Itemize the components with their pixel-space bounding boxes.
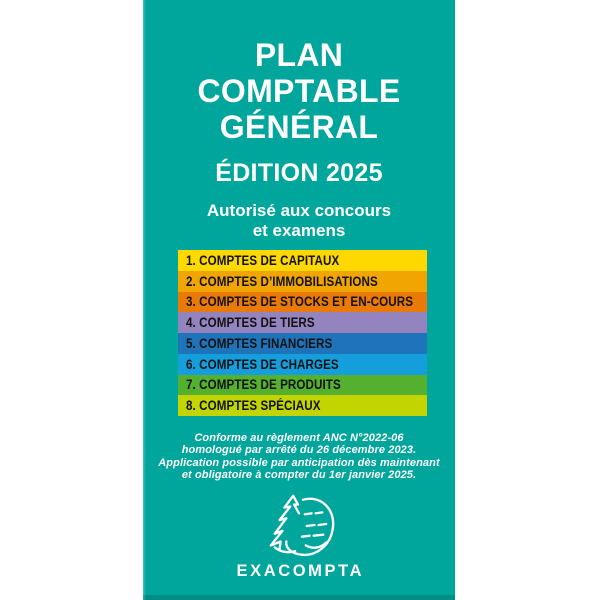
band-row bbox=[178, 312, 427, 333]
title-line-1: PLAN bbox=[254, 37, 344, 73]
authorization-line-2: et examens bbox=[252, 220, 346, 240]
brand-wordmark: EXACOMPTA bbox=[236, 562, 365, 580]
band-label: 6. COMPTES DE CHARGES bbox=[186, 356, 339, 372]
authorization-line-1: Autorisé aux concours bbox=[206, 201, 392, 220]
brand-logo bbox=[143, 491, 455, 581]
band-row bbox=[178, 395, 427, 416]
exacompta-tree-crescent-icon bbox=[250, 491, 348, 559]
band-row bbox=[178, 250, 427, 271]
notice-line-3: Application possible par anticipation dès maintenant bbox=[158, 456, 440, 469]
band-label: 1. COMPTES DE CAPITAUX bbox=[186, 252, 340, 268]
band-row bbox=[178, 375, 427, 396]
band-row bbox=[178, 333, 427, 354]
notice-line-1: Conforme au règlement ANC N°2022-06 bbox=[194, 432, 404, 444]
band-label: 7. COMPTES DE PRODUITS bbox=[186, 377, 341, 393]
title-line-2: COMPTABLE bbox=[197, 73, 401, 109]
notice-line-2: homologué par arrêté du 26 décembre 2023. bbox=[181, 444, 417, 457]
band-label: 8. COMPTES SPÉCIAUX bbox=[186, 398, 321, 414]
edition-label: ÉDITION 2025 bbox=[215, 159, 383, 187]
band-label: 2. COMPTES D’IMMOBILISATIONS bbox=[186, 273, 378, 289]
band-label: 5. COMPTES FINANCIERS bbox=[186, 335, 333, 351]
bands-list bbox=[178, 250, 427, 416]
band-row bbox=[178, 292, 427, 313]
band-row bbox=[178, 271, 427, 292]
book-title bbox=[143, 37, 455, 145]
cover bbox=[143, 0, 455, 600]
regulation-notice bbox=[143, 432, 455, 482]
notice-line-4: et obligatoire à compter du 1er janvier 2025. bbox=[181, 469, 417, 482]
band-row bbox=[178, 354, 427, 375]
band-label: 3. COMPTES DE STOCKS ET EN-COURS bbox=[186, 294, 414, 310]
title-line-3: GÉNÉRAL bbox=[219, 109, 379, 145]
band-label: 4. COMPTES DE TIERS bbox=[186, 315, 315, 331]
authorization-note bbox=[143, 201, 455, 240]
